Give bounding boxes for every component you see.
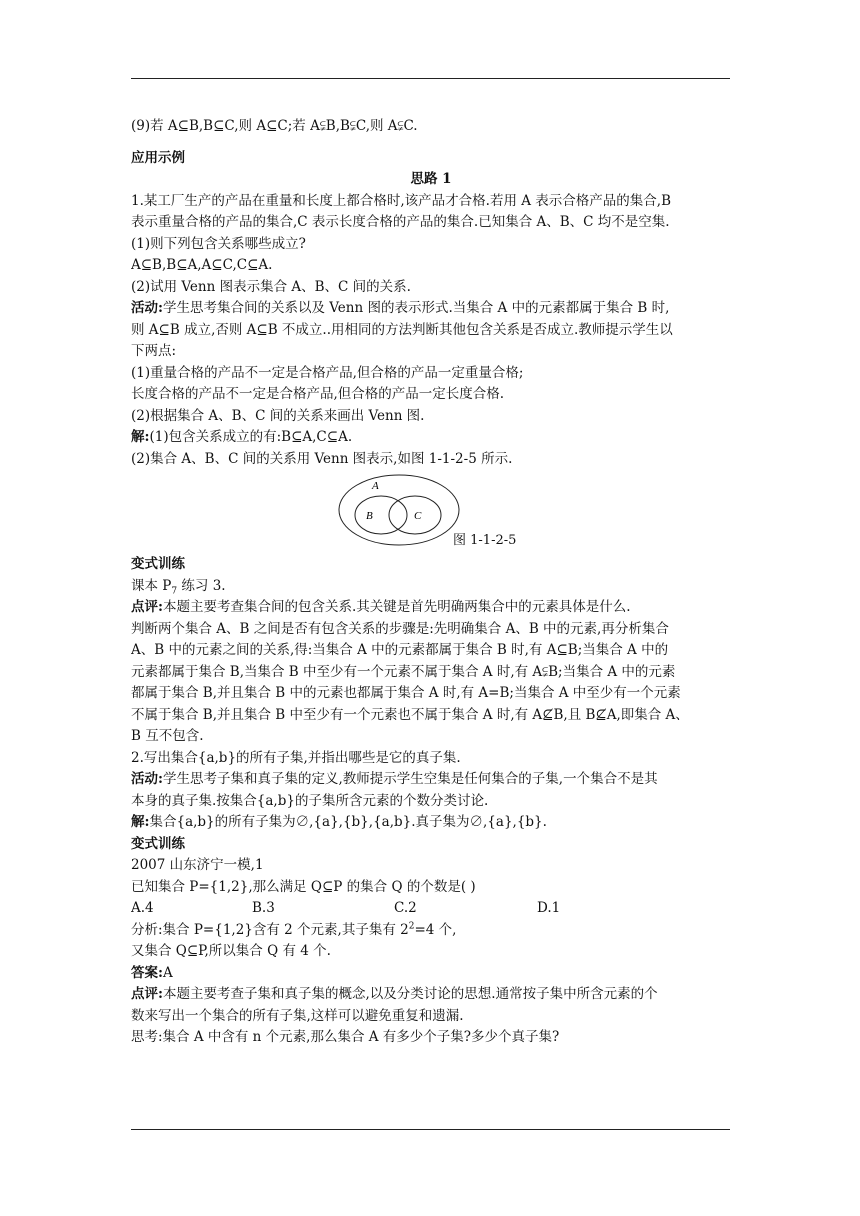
subsection-heading: 思路 1	[410, 171, 452, 187]
text-line: 元素都属于集合 B,当集合 B 中至少有一个元素不属于集合 A 时,有 A⫋B;当集合 A 中的元素	[131, 663, 676, 680]
text-line: 都属于集合 B,并且集合 B 中的元素也都属于集合 A 时,有 A=B;当集合 A 中至少有一个元素	[131, 685, 681, 701]
text-span: 练习 3.	[177, 577, 226, 594]
option-b: B.3	[252, 900, 275, 916]
answer-options	[131, 898, 731, 920]
section-heading: 变式训练	[131, 556, 185, 572]
text-span: 分析:集合 P={1,2}含有 2 个元素,其子集有 2	[131, 921, 409, 938]
label-b: B	[366, 510, 373, 522]
activity-label: 活动:	[131, 300, 163, 316]
text-line	[131, 576, 731, 598]
set-a-ellipse	[339, 475, 459, 545]
text-line: 本身的真子集.按集合{a,b}的子集所含元素的个数分类讨论.	[131, 792, 489, 809]
figure-caption: 图 1-1-2-5	[453, 533, 517, 548]
section-heading: 应用示例	[131, 149, 185, 166]
set-b-ellipse	[355, 496, 407, 534]
option-a: A.4	[131, 900, 154, 916]
answer-text: A	[162, 964, 173, 981]
text-line: 长度合格的产品不一定是合格产品,但合格的产品一定长度合格.	[131, 386, 505, 402]
answer-label: 答案:	[131, 964, 163, 981]
solution-text: (1)包含关系成立的有:B⊆A,C⊆A.	[149, 429, 353, 445]
subscript: 7	[171, 586, 178, 597]
solution-label: 解:	[131, 814, 150, 830]
solution-label: 解:	[131, 429, 150, 445]
option-c: C.2	[394, 900, 417, 916]
problem-1-text: 表示重量合格的产品的集合,C 表示长度合格的产品的集合.已知集合 A、B、C 均不是空集.	[131, 214, 670, 230]
text-line: A⊆B,B⊆A,A⊆C,C⊆A.	[131, 257, 273, 273]
text-line: (9)若 A⊆B,B⊆C,则 A⊆C;若 A⫋B,B⫋C,则 A⫋C.	[131, 118, 418, 134]
text-line: B 互不包含.	[131, 728, 204, 744]
text-line: (2)集合 A、B、C 间的关系用 Venn 图表示,如图 1-1-2-5 所示.	[131, 450, 513, 467]
comment-line	[131, 597, 731, 619]
option-d: D.1	[537, 900, 561, 916]
label-a: A	[372, 480, 379, 492]
text-line: 2007 山东济宁一模,1	[131, 857, 264, 873]
solution-line	[131, 812, 731, 834]
activity-label: 活动:	[131, 771, 163, 787]
superscript: 2	[408, 921, 415, 931]
text-span: =4 个,	[414, 921, 457, 938]
problem-2-text: 2.写出集合{a,b}的所有子集,并指出哪些是它的真子集.	[131, 749, 461, 766]
venn-figure	[131, 470, 731, 554]
comment-label: 点评:	[131, 599, 163, 615]
label-c: C	[414, 510, 422, 522]
text-line: (2)试用 Venn 图表示集合 A、B、C 间的关系.	[131, 278, 411, 295]
text-line: (1)重量合格的产品不一定是合格产品,但合格的产品一定重量合格;	[131, 364, 524, 381]
answer-line	[131, 963, 731, 985]
problem-1-text: 1.某工厂生产的产品在重量和长度上都合格时,该产品才合格.若用 A 表示合格产品的集合,B	[131, 192, 672, 209]
text-line: 不属于集合 B,并且集合 B 中至少有一个元素也不属于集合 A 时,有 A⊈B,且 B⊈A,即集合 A、	[131, 706, 689, 723]
text-line: (2)根据集合 A、B、C 间的关系来画出 Venn 图.	[131, 407, 425, 424]
comment-label: 点评:	[131, 986, 163, 1002]
comment-line	[131, 984, 731, 1006]
text-line: A、B 中的元素之间的关系,得:当集合 A 中的元素都属于集合 B 时,有 A⊆B;当集合 A 中的	[131, 642, 669, 658]
analysis-line	[131, 920, 731, 942]
text-line: 又集合 Q⊆P,所以集合 Q 有 4 个.	[131, 943, 331, 959]
header-rule	[131, 78, 730, 79]
text-line: 数来写出一个集合的所有子集,这样可以避免重复和遗漏.	[131, 1007, 464, 1024]
venn-diagram	[336, 470, 466, 550]
activity-line	[131, 769, 731, 791]
document-body	[131, 116, 731, 1049]
activity-line	[131, 298, 731, 320]
thinking-question: 思考:集合 A 中含有 n 个元素,那么集合 A 有多少个子集?多少个真子集?	[131, 1029, 560, 1045]
text-line: 已知集合 P={1,2},那么满足 Q⊆P 的集合 Q 的个数是( )	[131, 878, 476, 895]
activity-text: 学生思考子集和真子集的定义,教师提示学生空集是任何集合的子集,一个集合不是其	[162, 771, 658, 787]
comment-text: 本题主要考查集合间的包含关系.其关键是首先明确两集合中的元素具体是什么.	[162, 599, 631, 615]
solution-text: 集合{a,b}的所有子集为∅,{a},{b},{a,b}.真子集为∅,{a},{b}.	[149, 814, 547, 830]
text-line: (1)则下列包含关系哪些成立?	[131, 235, 306, 252]
comment-text: 本题主要考查子集和真子集的概念,以及分类讨论的思想.通常按子集中所含元素的个	[162, 986, 658, 1002]
activity-text: 学生思考集合间的关系以及 Venn 图的表示形式.当集合 A 中的元素都属于集合 B 时,	[162, 300, 670, 316]
solution-line	[131, 427, 731, 449]
text-line: 下两点:	[131, 343, 177, 359]
section-heading: 变式训练	[131, 835, 185, 852]
footer-rule	[131, 1129, 730, 1130]
text-span: 课本 P	[131, 577, 172, 594]
text-line: 判断两个集合 A、B 之间是否有包含关系的步骤是:先明确集合 A、B 中的元素,再分析集合	[131, 620, 669, 637]
text-line: 则 A⊆B 成立,否则 A⊆B 不成立..用相同的方法判断其他包含关系是否成立.教师提示学生以	[131, 321, 673, 338]
